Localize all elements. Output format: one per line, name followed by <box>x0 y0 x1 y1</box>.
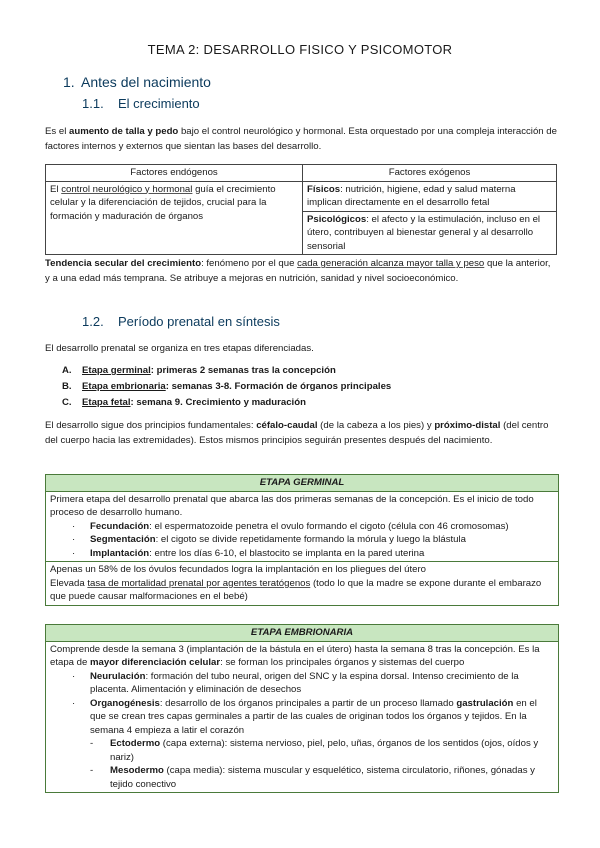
text: (todo lo que la madre se expone durante el embarazo que puede causar malformaciones en el bebé) <box>50 577 542 602</box>
text: (del centro del cuerpo hacia las extremidades). Estos mismos principios seguirán presentes después del nacimiento. <box>45 420 549 446</box>
list-item <box>50 533 554 547</box>
tendency-paragraph <box>45 256 557 286</box>
heading-periodo-prenatal <box>82 314 280 329</box>
cell-endogenos <box>46 181 303 255</box>
page-title: TEMA 2: DESARROLLO FISICO Y PSICOMOTOR <box>147 42 453 57</box>
factors-table <box>45 164 557 255</box>
list-item <box>50 697 554 738</box>
stages-list <box>62 363 391 411</box>
text: : el afecto y la estimulación, incluso en el útero, contribuyen al bienestar general y al desarrollo sensorial <box>307 213 541 252</box>
text: : se forman los principales órganos y sistemas del cuerpo <box>220 657 465 668</box>
text: El desarrollo sigue dos principios fundamentales: <box>45 420 257 431</box>
list-item <box>62 395 391 411</box>
list-item <box>62 379 391 395</box>
underlined-text: cada generación alcanza mayor talla y peso <box>297 258 485 269</box>
heading-text: Período prenatal en síntesis <box>118 314 280 329</box>
text: : semana 9. Crecimiento y maduración <box>130 397 306 408</box>
text: (de la cabeza a los pies) y <box>317 420 435 431</box>
underlined-text: Etapa fetal <box>82 397 131 408</box>
text: que la anterior, y a una edad más temprana. Se atribuye a mejoras en nutrición, sanidad y nivel socioeconómico. <box>45 258 551 284</box>
bullet-icon: · <box>72 534 76 545</box>
note: Apenas un 58% de los óvulos fecundados logra la implantación en los pliegues del útero <box>50 564 427 575</box>
text: en el que se crean tres capas germinales a partir de las cuales de originan todos los órganos y tejidos. En la semana 4 empieza a latir el corazón <box>90 697 537 736</box>
text: Elevada <box>50 577 88 589</box>
heading-text: Antes del nacimiento <box>81 74 211 90</box>
cell-psicologicos <box>303 211 557 255</box>
bold-text: próximo-distal <box>434 420 501 431</box>
table-header-endogenos: Factores endógenos <box>46 165 303 182</box>
text: (capa media): sistema muscular y esquelético, sistema circulatorio, riñones, gónadas y tejido conectivo <box>110 765 535 790</box>
table-header-exogenos: Factores exógenos <box>303 165 557 182</box>
heading-el-crecimiento <box>82 96 200 111</box>
bold-text: Mesodermo <box>110 765 164 776</box>
sub-list-item <box>50 764 554 791</box>
principles-paragraph <box>45 418 557 448</box>
bold-text: Organogénesis <box>90 697 160 709</box>
box-body <box>46 642 558 793</box>
prenatal-intro: El desarrollo prenatal se organiza en tres etapas diferenciadas. <box>45 343 314 354</box>
underlined-text: Etapa embrionaria <box>82 381 166 392</box>
text: : entre los días 6-10, el blastocito se implanta en la pared uterina <box>149 547 425 559</box>
text: : semanas 3-8. Formación de órganos principales <box>165 381 392 392</box>
text: : primeras 2 semanas tras la concepción <box>150 365 336 376</box>
intro-paragraph <box>45 124 557 154</box>
bold-text: Fecundación <box>90 520 150 532</box>
list-marker: A. <box>62 365 72 376</box>
bold-text: céfalo-caudal <box>256 420 318 431</box>
bullet-icon: · <box>72 697 76 709</box>
bold-text: Neurulación <box>90 670 146 682</box>
bold-text: Ectodermo <box>110 738 161 749</box>
etapa-germinal-box <box>45 474 559 606</box>
text: El <box>50 183 62 195</box>
text: guía el crecimiento celular y la diferenciación de tejidos, crucial para la formación y maduración de órganos <box>50 183 276 222</box>
bullet-icon: · <box>72 547 76 559</box>
note <box>50 577 554 604</box>
box-header: ETAPA GERMINAL <box>46 475 558 492</box>
embrionaria-intro <box>50 643 554 670</box>
text: Es el <box>45 126 69 137</box>
text: Comprende desde la semana 3 (implantación de la bástula en el útero) hasta la semana 8 tras la concepción. Es la etapa de <box>50 643 540 668</box>
bullet-icon: · <box>72 520 76 532</box>
list-item <box>50 520 554 534</box>
table-row <box>46 181 557 211</box>
etapa-embrionaria-box <box>45 624 559 793</box>
text: bajo el control neurológico y hormonal. Esta orquestado por una compleja interacción de factores internos y externos que sientan las bases del desarrollo. <box>45 126 557 152</box>
list-item <box>50 670 554 697</box>
underlined-text: control neurológico y hormonal <box>61 183 193 195</box>
text: : formación del tubo neural, origen del SNC y la espina dorsal. Intenso crecimiento de la placenta. Alimentación y eliminación de desechos <box>90 670 519 695</box>
dash-marker: - <box>90 738 94 749</box>
box-body <box>46 492 558 562</box>
underlined-text: Etapa germinal <box>82 365 151 376</box>
bold-text: Segmentación <box>90 534 156 545</box>
cell-fisicos <box>303 181 557 211</box>
sub-list-item <box>50 737 554 764</box>
bold-text: aumento de talla y pedo <box>69 126 179 137</box>
heading-text: El crecimiento <box>118 96 200 111</box>
text: (capa externa): sistema nervioso, piel, pelo, uñas, órganos de los sentidos (ojos, oídos y nariz) <box>110 738 539 763</box>
germinal-intro: Primera etapa del desarrollo prenatal que abarca las dos primeras semanas de la concepción. Es el inicio de todo proceso de desarrollo humano. <box>50 493 534 518</box>
text: : fenómeno por el que <box>201 258 298 269</box>
text: : nutrición, higiene, edad y salud materna implican directamente en el desarrollo fetal <box>307 183 516 208</box>
bold-text: Tendencia secular del crecimiento <box>45 258 202 269</box>
list-marker: C. <box>62 397 72 408</box>
heading-number: 1.2. <box>82 314 104 329</box>
list-item <box>62 363 391 379</box>
bold-text: Implantación <box>90 547 150 559</box>
text: : el cigoto se divide repetidamente formando la mórula y luego la blástula <box>155 534 466 545</box>
text: : desarrollo de los órganos principales a partir de un proceso llamado <box>159 697 457 709</box>
table-header-row <box>46 165 557 182</box>
text: : el espermatozoide penetra el ovulo formando el cigoto (célula con 46 cromosomas) <box>149 520 509 532</box>
list-marker: B. <box>62 381 72 392</box>
dash-marker: - <box>90 765 94 776</box>
heading-number: 1. <box>63 74 75 90</box>
underlined-text: tasa de mortalidad prenatal por agentes teratógenos <box>87 577 311 589</box>
bullet-icon: · <box>72 670 76 682</box>
bold-text: Psicológicos <box>307 213 367 225</box>
bold-text: mayor diferenciación celular <box>90 657 221 668</box>
box-header: ETAPA EMBRIONARIA <box>46 625 558 642</box>
heading-number: 1.1. <box>82 96 104 111</box>
box-notes <box>46 561 558 605</box>
heading-antes-del-nacimiento <box>63 74 211 90</box>
list-item <box>50 547 554 561</box>
bold-text: gastrulación <box>456 697 514 709</box>
bold-text: Físicos <box>307 183 341 195</box>
